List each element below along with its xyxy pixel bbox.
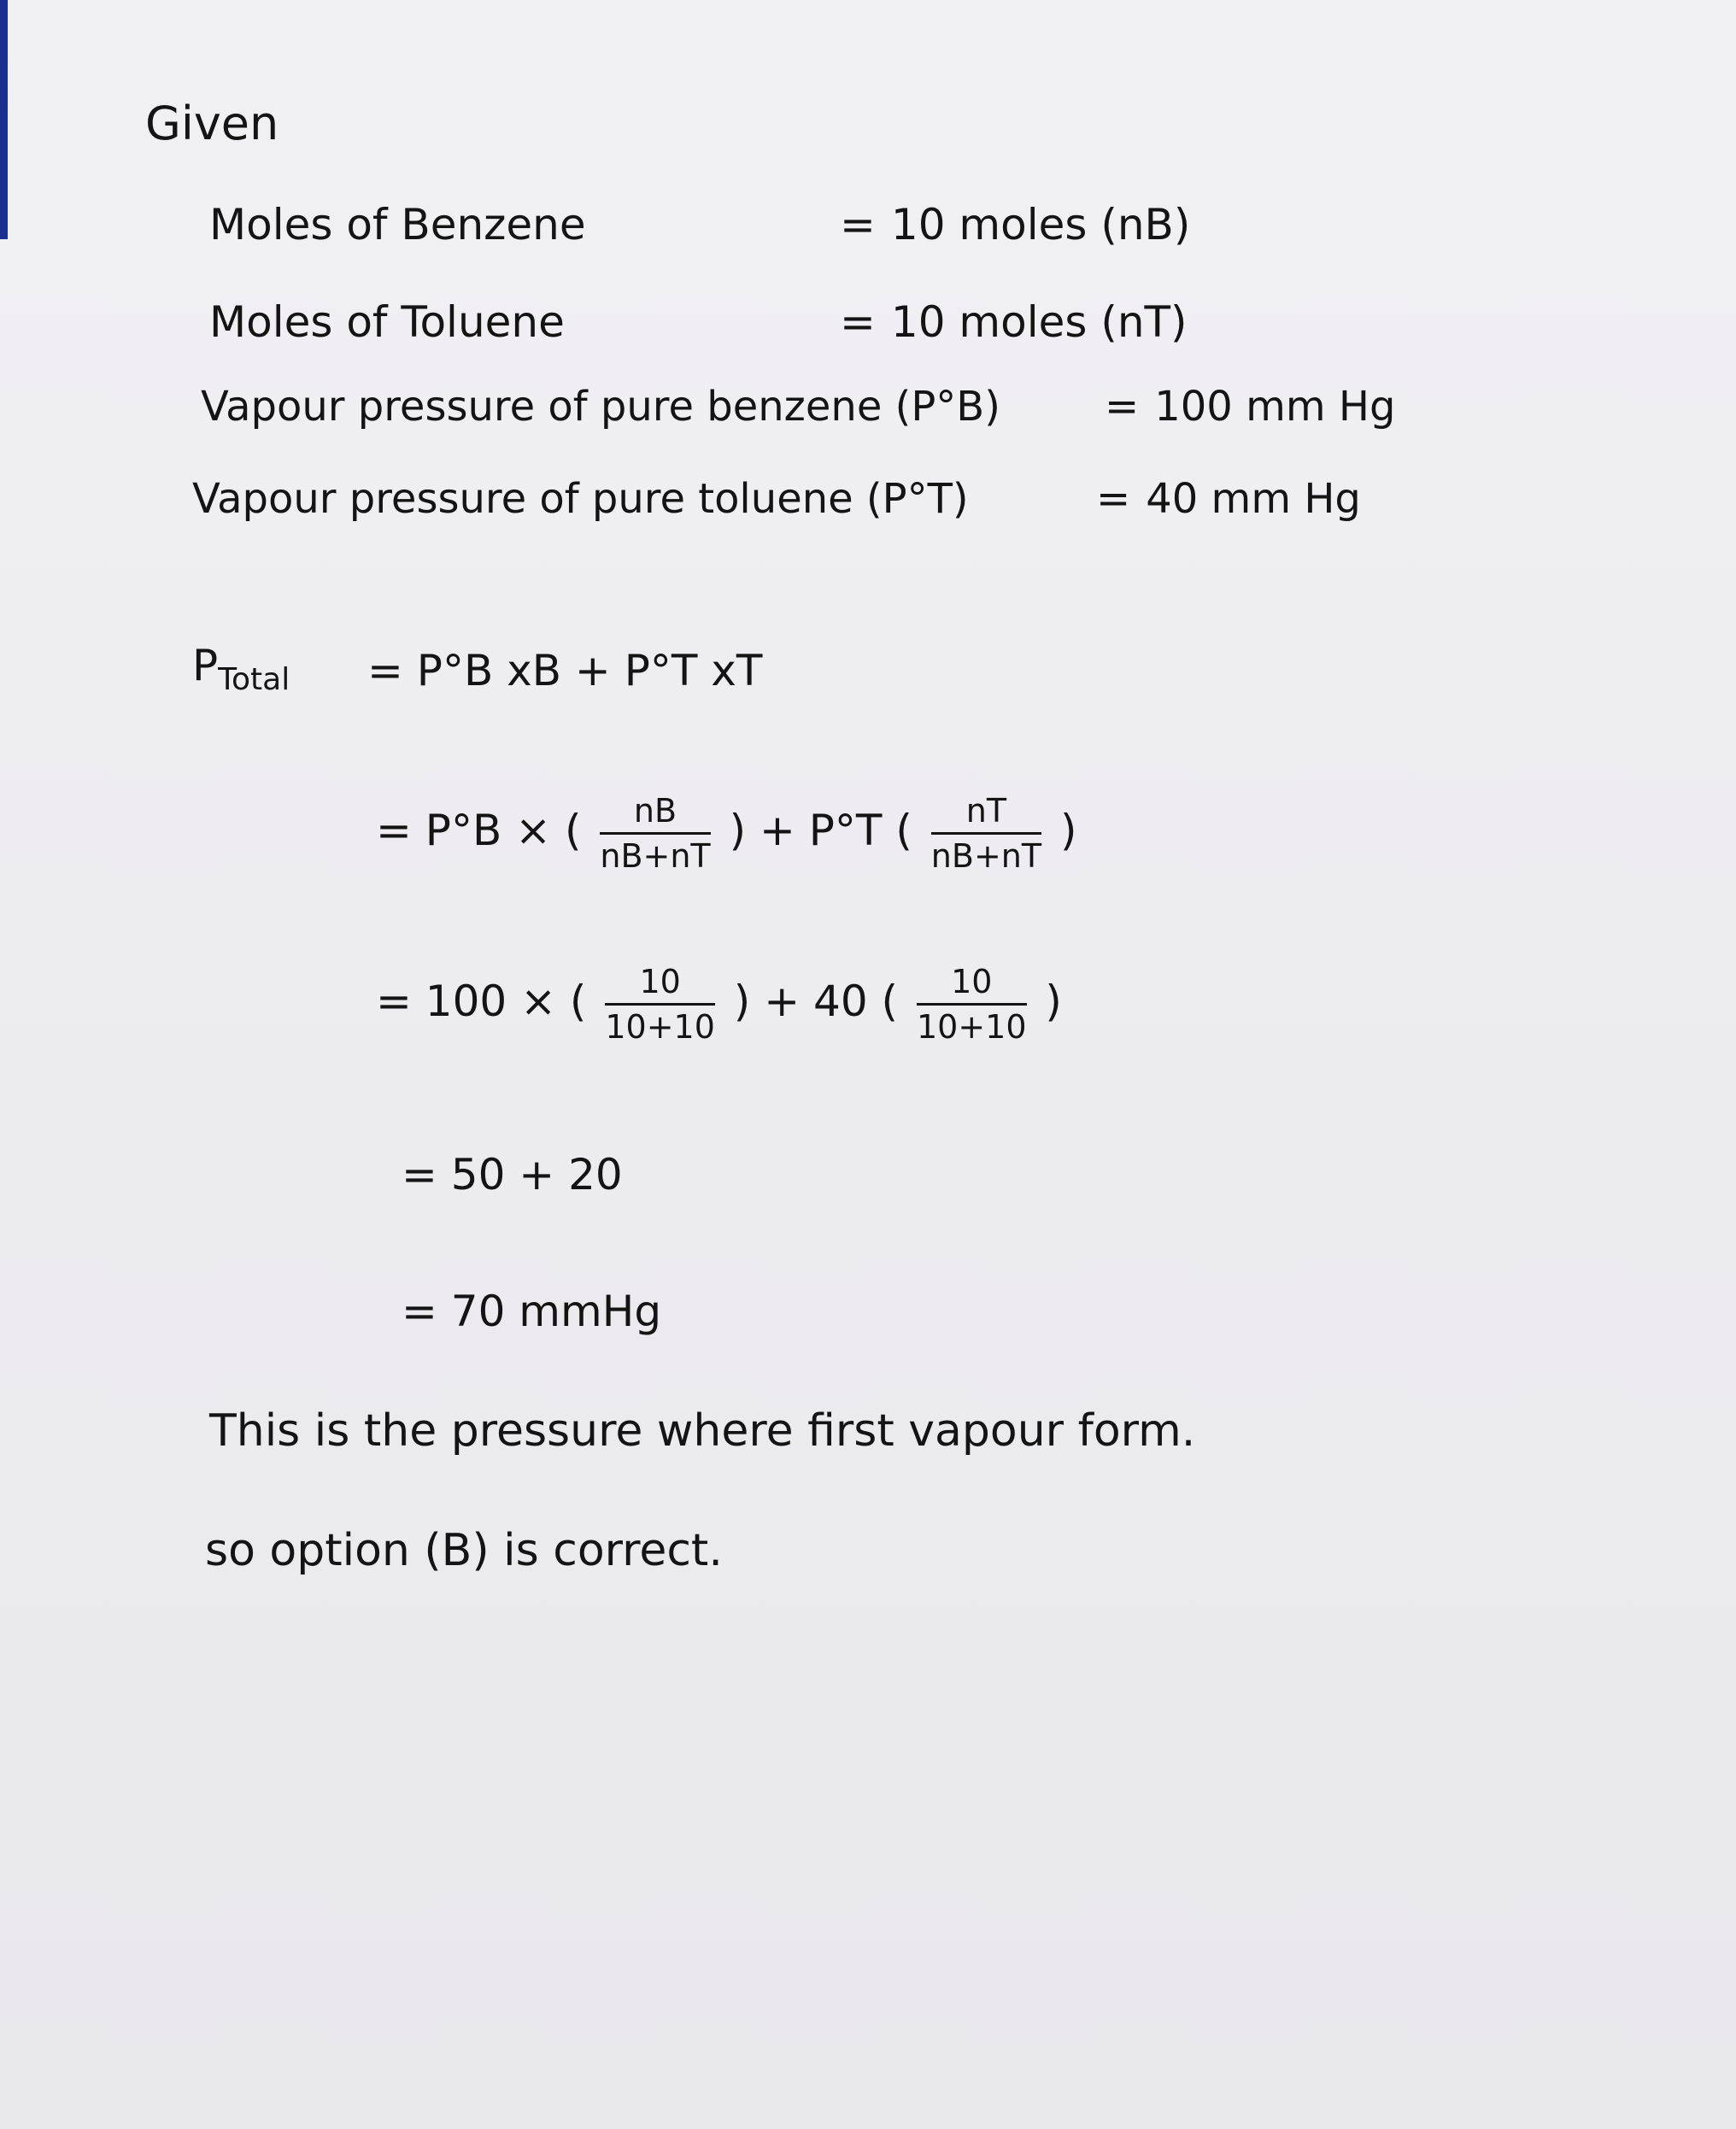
equation-prefix: = 100 × [376,977,557,1026]
equals-sign: = [1096,475,1131,523]
equation-substituted-values [376,963,1062,1046]
paren-open: ( [895,806,912,855]
denominator: 10+10 [605,1008,715,1046]
blue-edge-mark [0,0,8,239]
given-label: Vapour pressure of pure benzene (P°B) [201,383,1000,431]
given-row-benzene-vapour-pressure [201,383,1396,431]
equation-partial-sum: = 50 + 20 [402,1150,623,1199]
equation-mole-fraction-form [376,792,1077,875]
equation-middle: + P°T [759,806,883,855]
denominator: nB+nT [930,837,1042,875]
heading-given: Given [145,97,279,150]
denominator: 10+10 [916,1008,1027,1046]
fraction-toluene-values [916,963,1027,1046]
numerator: 10 [917,965,1027,1006]
equals-sign: = [840,200,876,249]
fraction-benzene [600,792,711,875]
given-value: 10 moles (nT) [890,297,1188,347]
numerator: nB [600,795,710,835]
fraction-toluene [930,792,1042,875]
given-row-toluene-moles [209,297,1188,347]
paren-close: ) [1045,977,1062,1026]
paren-close: ) [1060,806,1077,855]
paren-open: ( [569,977,587,1026]
given-label: Moles of Toluene [209,297,565,347]
numerator: 10 [605,965,715,1006]
numerator: nT [931,795,1041,835]
given-value: 40 mm Hg [1146,475,1361,523]
denominator: nB+nT [600,837,711,875]
paren-close: ) [733,977,751,1026]
equation-result: = 70 mmHg [402,1287,662,1336]
given-label: Moles of Benzene [209,200,586,249]
equals-sign: = [840,297,876,347]
given-row-benzene-moles [209,200,1191,249]
conclusion-text: This is the pressure where first vapour form. [209,1405,1196,1457]
paren-close: ) [729,806,747,855]
equation-raoult-law: = P°B xB + P°T xT [367,646,763,695]
given-value: 10 moles (nB) [890,200,1191,249]
answer-text: so option (B) is correct. [205,1525,723,1576]
total-pressure-symbol [192,641,290,697]
given-row-toluene-vapour-pressure [192,475,1361,523]
given-label: Vapour pressure of pure toluene (P°T) [192,475,969,523]
fraction-benzene-values [605,963,715,1046]
pressure-subscript: Total [218,662,290,697]
equation-prefix: = P°B × [376,806,552,855]
pressure-symbol: P [192,641,219,690]
paren-open: ( [881,977,899,1026]
paren-open: ( [564,806,582,855]
given-value: 100 mm Hg [1154,383,1396,431]
equals-sign: = [1105,383,1140,431]
equation-middle: + 40 [764,977,868,1026]
